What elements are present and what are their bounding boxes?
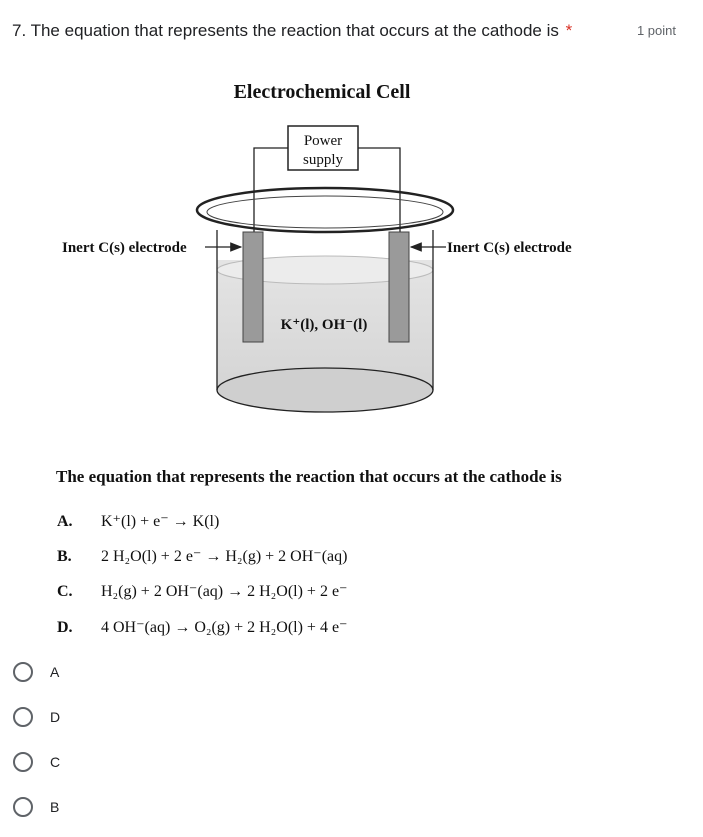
radio-d[interactable]: [13, 707, 33, 727]
question-title: [12, 20, 572, 42]
choice-c-letter: C.: [57, 583, 73, 600]
choice-d-letter: D.: [57, 619, 73, 636]
power-supply-label-line1: Power: [303, 133, 343, 149]
points-label: 1 point: [636, 23, 676, 38]
right-electrode: [389, 232, 409, 342]
choice-b-letter: B.: [57, 548, 72, 565]
question-figure: [0, 60, 703, 660]
option-d[interactable]: [12, 702, 60, 732]
figure-prompt: The equation that represents the reaction that occurs at the cathode is: [56, 467, 562, 486]
beaker-rim-inner: [207, 196, 443, 228]
left-electrode-label: Inert C(s) electrode: [62, 240, 187, 256]
beaker-rim-outer: [197, 188, 453, 232]
radio-a[interactable]: [13, 662, 33, 682]
option-a-label: A: [50, 664, 60, 680]
radio-c[interactable]: [13, 752, 33, 772]
option-b[interactable]: [12, 792, 59, 822]
choice-a-letter: A.: [57, 513, 73, 530]
beaker-bottom: [217, 368, 433, 412]
choice-d-equation: 4 OH⁻(aq) → O₂(g) + 2 H₂O(l) + 4 e⁻: [101, 619, 348, 636]
question-text: 7. The equation that represents the reaction that occurs at the cathode is: [12, 21, 559, 40]
required-star: *: [565, 21, 573, 40]
option-b-label: B: [50, 799, 60, 815]
electrochemical-cell-figure: [0, 60, 703, 660]
option-c-label: C: [50, 754, 61, 770]
option-c[interactable]: [12, 747, 60, 777]
choice-c-equation: H₂(g) + 2 OH⁻(aq) → 2 H₂O(l) + 2 e⁻: [101, 583, 348, 600]
left-electrode: [243, 232, 263, 342]
figure-title: Electrochemical Cell: [233, 81, 411, 103]
option-d-label: D: [50, 709, 61, 725]
radio-b[interactable]: [13, 797, 33, 817]
option-a[interactable]: [12, 657, 59, 687]
choice-a-equation: K⁺(l) + e⁻ → K(l): [101, 513, 220, 530]
power-supply-label-line2: supply: [302, 152, 344, 168]
solution-label: K⁺(l), OH⁻(l): [280, 317, 368, 333]
choice-b-equation: 2 H₂O(l) + 2 e⁻ → H₂(g) + 2 OH⁻(aq): [101, 548, 348, 565]
right-electrode-label: Inert C(s) electrode: [447, 240, 572, 256]
